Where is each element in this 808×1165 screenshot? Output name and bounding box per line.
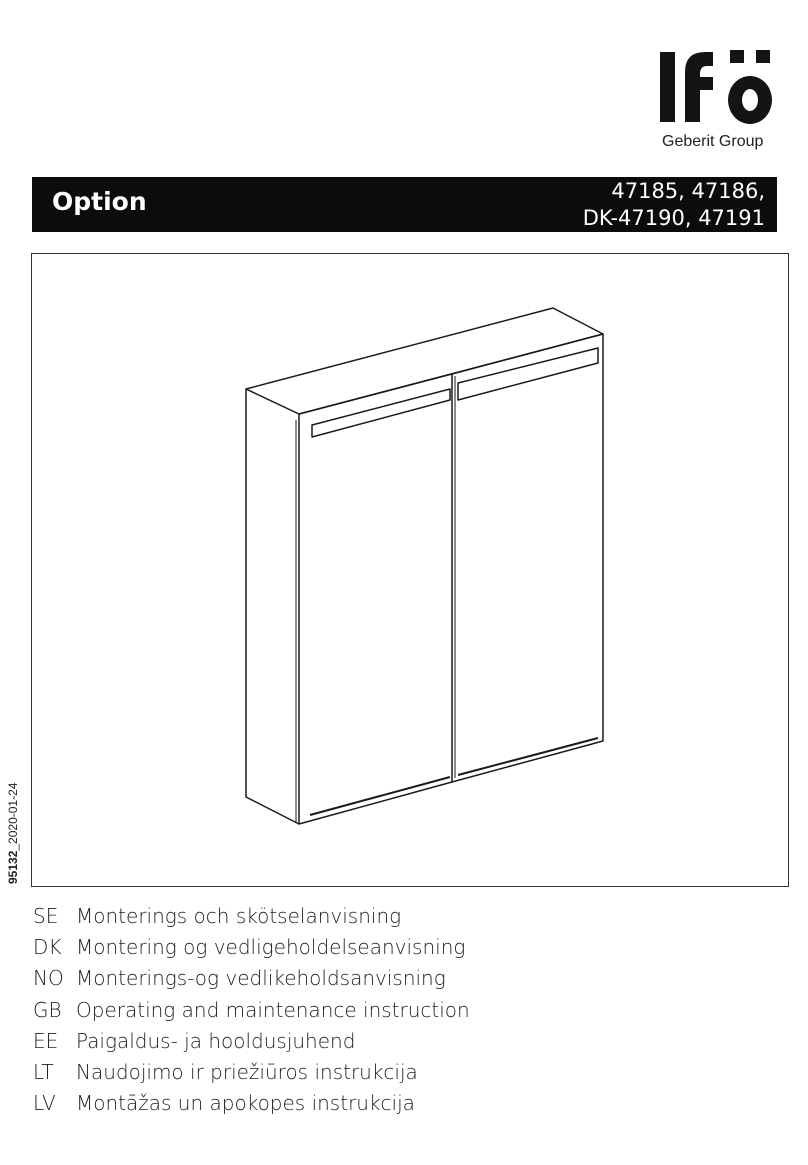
document-number: 95132	[6, 850, 20, 884]
document-date: _2020-01-24	[6, 782, 20, 851]
language-code: LV	[33, 1091, 56, 1116]
language-code: EE	[33, 1028, 59, 1053]
list-item	[33, 931, 470, 962]
language-title: Naudojimo ir priežiūros instrukcija	[76, 1060, 418, 1085]
language-code: GB	[33, 997, 62, 1022]
brand-subline: Geberit Group	[662, 133, 764, 150]
list-item	[33, 900, 470, 931]
product-title: Option	[52, 187, 147, 216]
list-item	[33, 1056, 470, 1087]
language-title: Operating and maintenance instruction	[76, 997, 470, 1022]
list-item	[33, 1025, 470, 1056]
language-code: SE	[33, 903, 59, 928]
language-code: LT	[33, 1060, 54, 1085]
language-title: Montāžas un apokopes instrukcija	[76, 1091, 415, 1116]
article-numbers	[583, 178, 765, 232]
language-title: Montering og vedligeholdelseanvisning	[76, 934, 466, 959]
list-item	[33, 1088, 470, 1119]
language-code: DK	[33, 934, 62, 959]
document-reference	[6, 783, 20, 884]
language-code: NO	[33, 966, 64, 991]
language-title: Monterings och skötselanvisning	[76, 903, 402, 928]
language-title: Paigaldus- ja hooldusjuhend	[76, 1028, 356, 1053]
article-numbers-line-1: 47185, 47186,	[611, 179, 765, 203]
article-numbers-line-2: DK-47190, 47191	[582, 206, 765, 230]
language-list	[33, 900, 470, 1119]
title-bar	[32, 177, 777, 232]
list-item	[33, 963, 470, 994]
list-item	[33, 994, 470, 1025]
language-title: Monterings-og vedlikeholdsanvisning	[76, 966, 446, 991]
mirror-cabinet-drawing-icon	[240, 300, 610, 830]
